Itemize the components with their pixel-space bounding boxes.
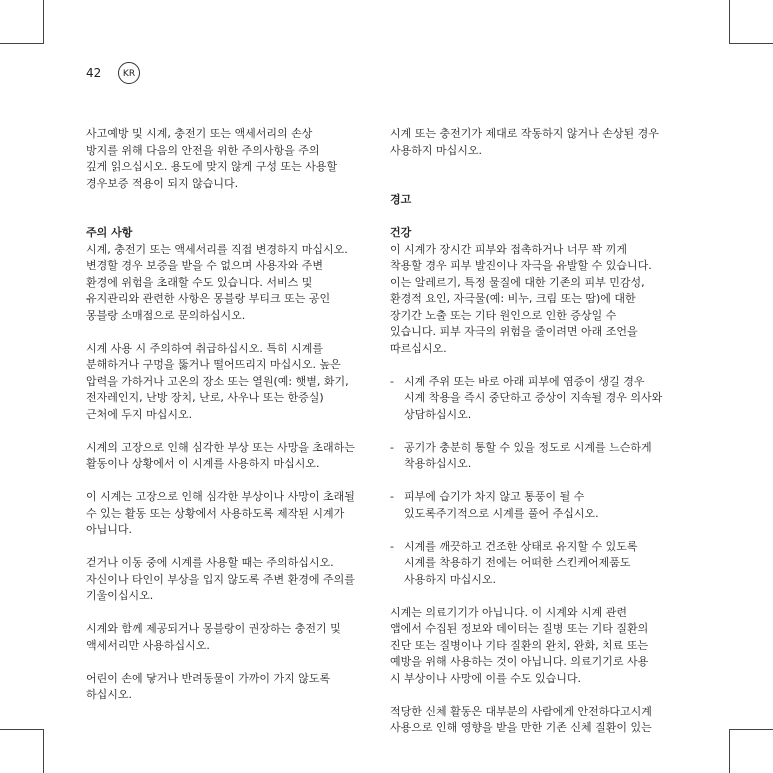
handling-paragraph: 시계 사용 시 주의하여 취급하십시오. 특히 시계를 분해하거나 구멍을 뚫거나 떨어뜨리지 마십시오. 높은 압력을 가하거나 고온의 장소 또는 열원(예: 햇볕, 화기, 전자레인지, 난방 장치, 난로, 사우나 또는 한증실) 근처에 두지 마십시오. [86,341,349,421]
list-item [390,374,690,424]
crop-mark [729,729,730,773]
activity-paragraph: 적당한 신체 활동은 대부분의 사람에게 안전하다고시계 사용으로 인해 영향을 받을 만한 기존 신체 질환이 있는 [390,704,652,734]
caution-heading: 주의 사항 [86,226,133,239]
crop-mark [729,0,730,44]
right-column [390,126,690,737]
crop-mark [43,0,44,44]
bullet-dash: - [390,440,394,454]
crop-mark [43,729,44,773]
bullet-text: 공기가 충분히 통할 수 있을 정도로 시계를 느슨하게 착용하십시오. [404,440,652,470]
safety-intro: 사고예방 및 시계, 충전기 또는 액세서리의 손상 방지를 위해 다음의 안전을 위한 주의사항을 주의 깊게 읽으십시오. 용도에 맞지 않게 구성 또는 사용할 경우보증 적용이 되지 않습니다. [86,127,338,190]
bullet-text: 시계를 깨끗하고 건조한 상태로 유지할 수 있도록 시계를 착용하기 전에는 어떠한 스킨케어제품도 사용하지 마십시오. [404,539,638,586]
not-designed-paragraph: 이 시계는 고장으로 인해 심각한 부상이나 사망이 초래될 수 있는 활동 또는 상황에서 사용하도록 제작된 시계가 아닙니다. [86,490,355,536]
warning-heading: 경고 [390,193,412,206]
bullet-text: 시계 주위 또는 바로 아래 피부에 염증이 생길 경우 시계 착용을 즉시 중단하고 증상이 지속될 경우 의사와 상담하십시오. [404,374,663,421]
damage-paragraph: 시계 또는 충전기가 제대로 작동하지 않거나 손상된 경우 사용하지 마십시오. [390,127,659,157]
page-number: 42 [86,66,102,80]
bullet-dash: - [390,490,394,503]
list-item [390,440,690,473]
malfunction-paragraph: 시계의 고장으로 인해 심각한 부상 또는 사망을 초래하는 활동이나 상황에서 이 시계를 사용하지 마십시오. [86,440,355,470]
bullet-text: 피부에 습기가 차지 않고 통풍이 될 수 있도록주기적으로 시계를 풀어 주십시오. [404,490,599,520]
health-heading: 건강 [390,226,412,239]
walking-paragraph: 걷거나 이동 중에 시계를 사용할 때는 주의하십시오. 자신이나 타인이 부상을 입지 않도록 주변 환경에 주의를 기울이십시오. [86,556,355,602]
list-item [390,489,690,522]
modification-paragraph: 시계, 충전기 또는 액세서리를 직접 변경하지 마십시오. 변경할 경우 보증을 받을 수 없으며 사용자와 주변 환경에 위험을 초래할 수도 있습니다. 서비스 및 유지관리와 관련한 사항은 몽블랑 부티크 또는 공인 몽블랑 소매점으로 문의하십시오. [86,242,348,322]
bullet-dash: - [390,374,394,388]
language-badge: KR [118,62,140,84]
crop-mark [729,729,773,730]
list-item [390,539,690,589]
medical-paragraph: 시계는 의료기기가 아닙니다. 이 시계와 시계 관련 앱에서 수집된 정보와 데이터는 질병 또는 기타 질환의 진단 또는 질병이나 기타 질환의 완치, 완화, 치료 또는 예방을 위해 사용하는 것이 아닙니다. 의료기기로 사용 시 부상이나 사망에 이를 수도 있습니다. [390,605,649,685]
left-column [86,126,386,704]
health-paragraph: 이 시계가 장시간 피부와 접촉하거나 너무 꽉 끼게 착용할 경우 피부 발진이나 자극을 유발할 수 있습니다. 이는 알레르기, 특정 물질에 대한 기존의 피부 민감성, 환경적 요인, 자극물(예: 비누, 크림 또는 땀)에 대한 장기간 노출 또는 기타 원인으로 인한 증상일 수 있습니다. 피부 자극의 위험을 줄이려면 아래 조언을 따르십시오. [390,242,652,355]
children-paragraph: 어린이 손에 닿거나 반려동물이 가까이 가지 않도록 하십시오. [86,671,331,701]
charger-paragraph: 시계와 함께 제공되거나 몽블랑이 권장하는 충전기 및 액세서리만 사용하십시오. [86,622,341,652]
bullet-dash: - [390,539,394,553]
crop-mark [0,729,44,730]
crop-mark [0,43,44,44]
crop-mark [729,43,773,44]
